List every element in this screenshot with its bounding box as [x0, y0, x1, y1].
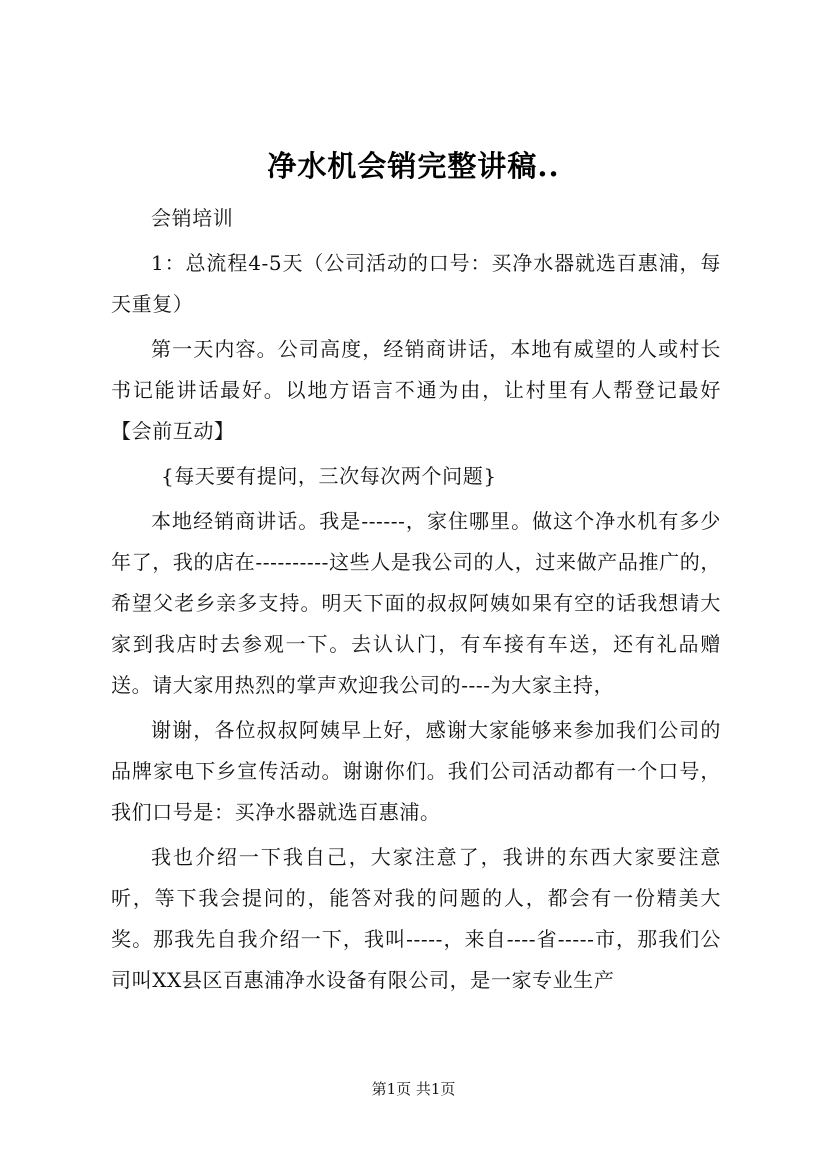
page-footer: 第1页 共1页 [371, 1080, 456, 1098]
paragraph: 谢谢，各位叔叔阿姨早上好，感谢大家能够来参加我们公司的品牌家电下乡宣传活动。谢谢你们。我们公司活动都有一个口号，我们口号是：买净水器就选百惠浦。 [111, 718, 721, 824]
paragraph: 第一天内容。公司高度，经销商讲话，本地有威望的人或村长书记能讲话最好。以地方语言不通为由，让村里有人帮登记最好【会前互动】 [111, 337, 721, 443]
document-title: 净水机会销完整讲稿.. [267, 149, 560, 183]
document-body [111, 198, 721, 1001]
paragraph: {每天要有提问，三次每次两个问题} [161, 464, 497, 488]
paragraph: 1：总流程4-5天（公司活动的口号：买净水器就选百惠浦，每天重复） [111, 251, 721, 316]
paragraph: 本地经销商讲话。我是------，家住哪里。做这个净水机有多少年了，我的店在----------这些人是我公司的人，过来做产品推广的，希望父老乡亲多支持。明天下面的叔叔阿姨如果有空的话我想请大家到我店时去参观一下。去认认门，有车接有车送，还有礼品赠送。请大家用热烈的掌声欢迎我公司的----为大家主持， [111, 509, 721, 697]
paragraph: 会销培训 [151, 206, 234, 230]
paragraph: 我也介绍一下我自己，大家注意了，我讲的东西大家要注意听，等下我会提问的，能答对我的问题的人，都会有一份精美大奖。那我先自我介绍一下，我叫-----，来自----省-----市，那我们公司叫XX县区百惠浦净水设备有限公司，是一家专业生产 [111, 845, 721, 992]
